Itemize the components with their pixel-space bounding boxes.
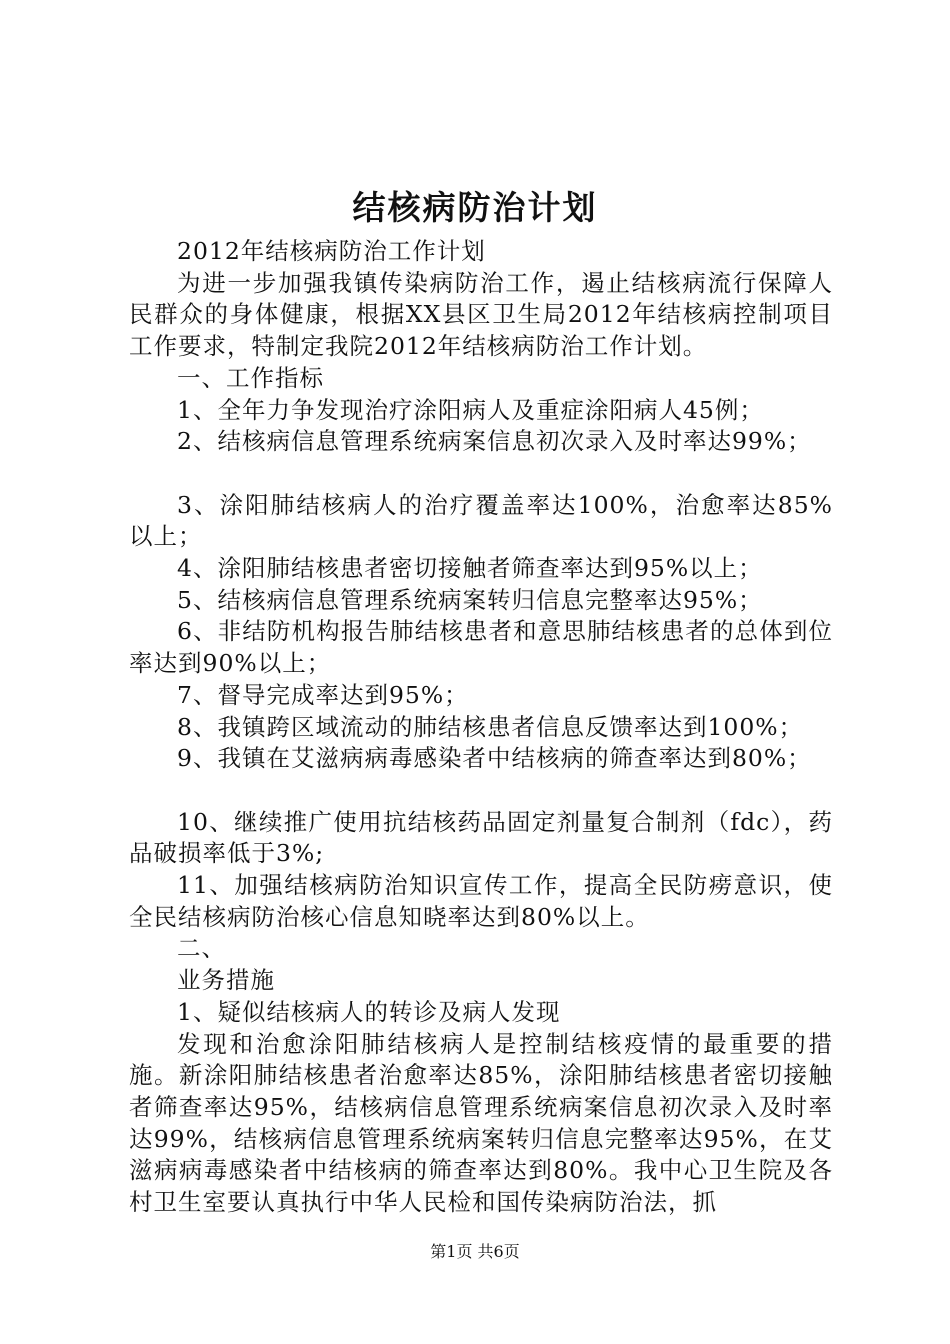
target-item-11: 11、加强结核病防治知识宣传工作，提高全民防痨意识，使全民结核病防治核心信息知晓率达到80%以上。	[129, 871, 833, 931]
target-item-9: 9、我镇在艾滋病病毒感染者中结核病的筛查率达到80%；	[177, 744, 812, 773]
target-item-7: 7、督导完成率达到95%；	[177, 680, 469, 709]
blank-line	[129, 775, 833, 807]
paragraph-referral-body: 发现和治愈涂阳肺结核病人是控制结核疫情的最重要的措施。新涂阳肺结核患者治愈率达85%，涂阳肺结核患者密切接触者筛查率达95%，结核病信息管理系统病案信息初次录入及时率达99%，结核病信息管理系统病案转归信息完整率达95%，在艾滋病病毒感染者中结核病的筛查率达到80%。我中心卫生院及各村卫生室要认真执行中华人民检和国传染病防治法，抓	[129, 1029, 833, 1217]
document-title: 结核病防治计划	[352, 188, 598, 227]
subsection-heading-referral: 1、疑似结核病人的转诊及病人发现	[177, 997, 561, 1026]
blank-line	[129, 458, 833, 490]
target-item-8: 8、我镇跨区域流动的肺结核患者信息反馈率达到100%；	[177, 712, 804, 741]
target-item-3: 3、涂阳肺结核病人的治疗覆盖率达100%，治愈率达85%以上；	[129, 490, 833, 551]
paragraph-plan-heading: 2012年结核病防治工作计划	[177, 237, 486, 265]
target-item-6: 6、非结防机构报告肺结核患者和意思肺结核患者的总体到位率达到90%以上；	[129, 617, 833, 678]
target-item-1: 1、全年力争发现治疗涂阳病人及重症涂阳病人45例；	[177, 395, 764, 424]
target-item-4: 4、涂阳肺结核患者密切接触者筛查率达到95%以上；	[177, 554, 763, 583]
section-heading-business-measures: 业务措施	[177, 966, 275, 995]
target-item-5: 5、结核病信息管理系统病案转归信息完整率达95%；	[177, 585, 763, 614]
target-item-10: 10、继续推广使用抗结核药品固定剂量复合制剂（fdc），药品破损率低于3%;	[129, 807, 833, 868]
document-body	[129, 236, 833, 1219]
target-item-2: 2、结核病信息管理系统病案信息初次录入及时率达99%；	[177, 427, 812, 456]
paragraph-intro: 为进一步加强我镇传染病防治工作，遏止结核病流行保障人民群众的身体健康，根据XX县区卫生局2012年结核病控制项目工作要求，特制定我院2012年结核病防治工作计划。	[129, 268, 833, 361]
section-heading-work-targets: 一、工作指标	[177, 363, 324, 392]
section-heading-two: 二、	[177, 934, 226, 963]
page-footer: 第1页 共6页	[430, 1242, 520, 1261]
